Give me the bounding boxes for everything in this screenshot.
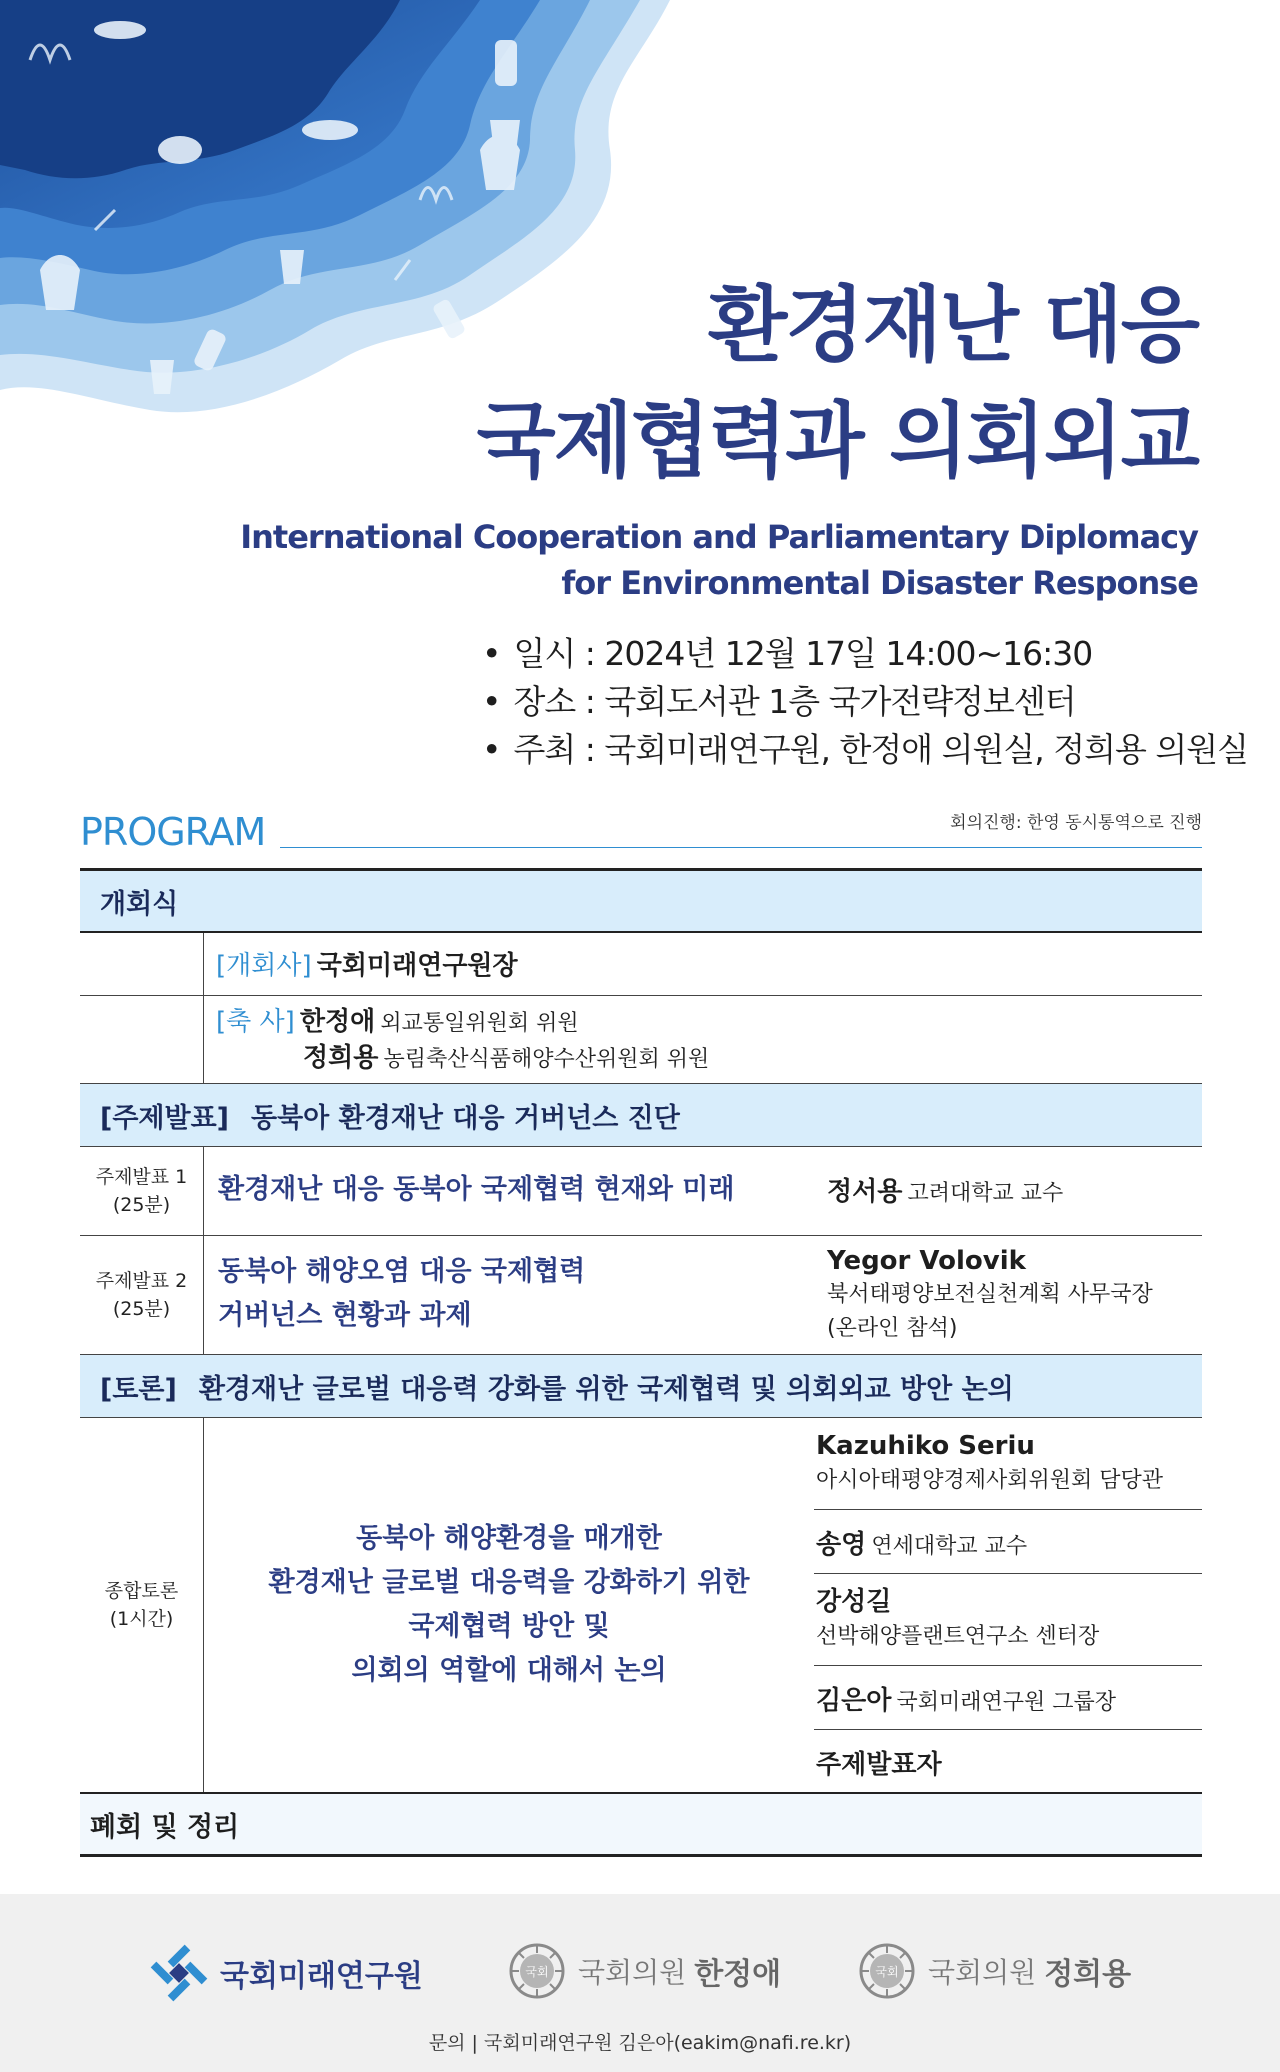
svg-text:국회: 국회 [875, 1965, 899, 1979]
title-line-1: 환경재난 대응 [708, 278, 1198, 373]
keynote-2-row [80, 1236, 1202, 1354]
congrats-tag: [축 사] [216, 1007, 295, 1037]
keynote-1-row [80, 1147, 1202, 1235]
keynote-2-affil-2: (온라인 참석) [827, 1316, 958, 1341]
title-line-2: 국제협력과 의회외교 [476, 394, 1198, 489]
assembly-seal-icon [508, 1942, 566, 2000]
discussion-topic: 동북아 해양환경을 매개한 환경재난 글로벌 대응력을 강화하기 위한 국제협력 방안 및 의회의 역할에 대해서 논의 [268, 1523, 750, 1686]
keynote-2-title-line-2: 거버넌스 현황과 과제 [218, 1300, 472, 1331]
discussant-2: 송영 연세대학교 교수 [814, 1510, 1202, 1574]
event-info [482, 630, 1248, 774]
keynote-1-speaker: 정서용 [827, 1177, 903, 1207]
program-table [80, 868, 1202, 1857]
opening-section-header: 개회식 [80, 871, 1202, 931]
program-header [80, 804, 1202, 854]
assembly-seal-icon [858, 1942, 916, 2000]
event-title [477, 268, 1198, 500]
member-jeongheeyong-logo: 국회 국회의원 정희용 [858, 1942, 1131, 2000]
congrats-affil-2: 농림축산식품해양수산위원회 위원 [383, 1047, 710, 1072]
info-place: • 장소 : 국회도서관 1층 국가전략정보센터 [482, 682, 1076, 721]
opening-speech-row [80, 933, 1202, 995]
keynote-1-label: 주제발표 1 [95, 1166, 188, 1188]
congrats-affil-1: 외교통일위원회 위원 [380, 1011, 579, 1036]
svg-text:국회: 국회 [525, 1965, 549, 1979]
contact-info: 문의 | 국회미래연구원 김은아(eakim@nafi.re.kr) [428, 2032, 852, 2054]
keynote-2-time: (25분) [112, 1298, 171, 1320]
discussant-list [814, 1418, 1202, 1792]
opening-speaker: 국회미래연구원장 [316, 951, 518, 981]
subtitle-line-2: for Environmental Disaster Response [561, 564, 1198, 602]
event-subtitle-english [240, 514, 1198, 606]
keynote-2-affil-1: 북서태평양보전실천계획 사무국장 [827, 1282, 1153, 1307]
opening-speech-tag: [개회사] [216, 951, 312, 981]
keynote-2-label: 주제발표 2 [95, 1270, 188, 1292]
discussion-label: 종합토론 [104, 1580, 179, 1602]
keynote-section-header: [주제발표] 동북아 환경재난 대응 거버넌스 진단 [80, 1084, 1202, 1146]
discussion-row [80, 1418, 1202, 1792]
discussion-section-header: [토론] 환경재난 글로벌 대응력 강화를 위한 국제협력 및 의회외교 방안 논의 [80, 1355, 1202, 1417]
congrats-speaker-2: 정희용 [303, 1043, 379, 1073]
discussant-5: 주제발표자 [816, 1750, 942, 1780]
congratulatory-row [80, 995, 1202, 1083]
info-host: • 주최 : 국회미래연구원, 한정애 의원실, 정희용 의원실 [482, 730, 1248, 769]
subtitle-line-1: International Cooperation and Parliamentary Diplomacy [240, 518, 1198, 556]
nafi-logo: 국회미래연구원 [148, 1942, 423, 2004]
congrats-speaker-1: 한정애 [299, 1007, 376, 1037]
closing-row: 폐회 및 정리 [80, 1794, 1202, 1854]
nafi-emblem-icon [148, 1942, 210, 2004]
member-hanjeongae-logo: 국회 국회의원 한정애 [508, 1942, 781, 2000]
info-date: • 일시 : 2024년 12월 17일 14:00~16:30 [482, 634, 1093, 673]
keynote-1-time: (25분) [112, 1194, 171, 1216]
keynote-2-title-line-1: 동북아 해양오염 대응 국제협력 [218, 1256, 586, 1287]
discussant-4: 김은아 국회미래연구원 그룹장 [814, 1666, 1202, 1730]
discussant-3: 강성길 선박해양플랜트연구소 센터장 [814, 1574, 1202, 1666]
discussant-1: Kazuhiko Seriu 아시아태평양경제사회위원회 담당관 [814, 1418, 1202, 1510]
discussion-time: (1시간) [109, 1608, 174, 1630]
interpretation-note: 회의진행: 한영 동시통역으로 진행 [942, 808, 1202, 833]
keynote-2-speaker: Yegor Volovik [827, 1246, 1026, 1276]
keynote-1-title: 환경재난 대응 동북아 국제협력 현재와 미래 [218, 1174, 735, 1205]
program-title: PROGRAM [80, 810, 273, 854]
program-divider [280, 847, 1202, 848]
footer [0, 1894, 1280, 2072]
keynote-1-affil: 고려대학교 교수 [907, 1181, 1064, 1206]
